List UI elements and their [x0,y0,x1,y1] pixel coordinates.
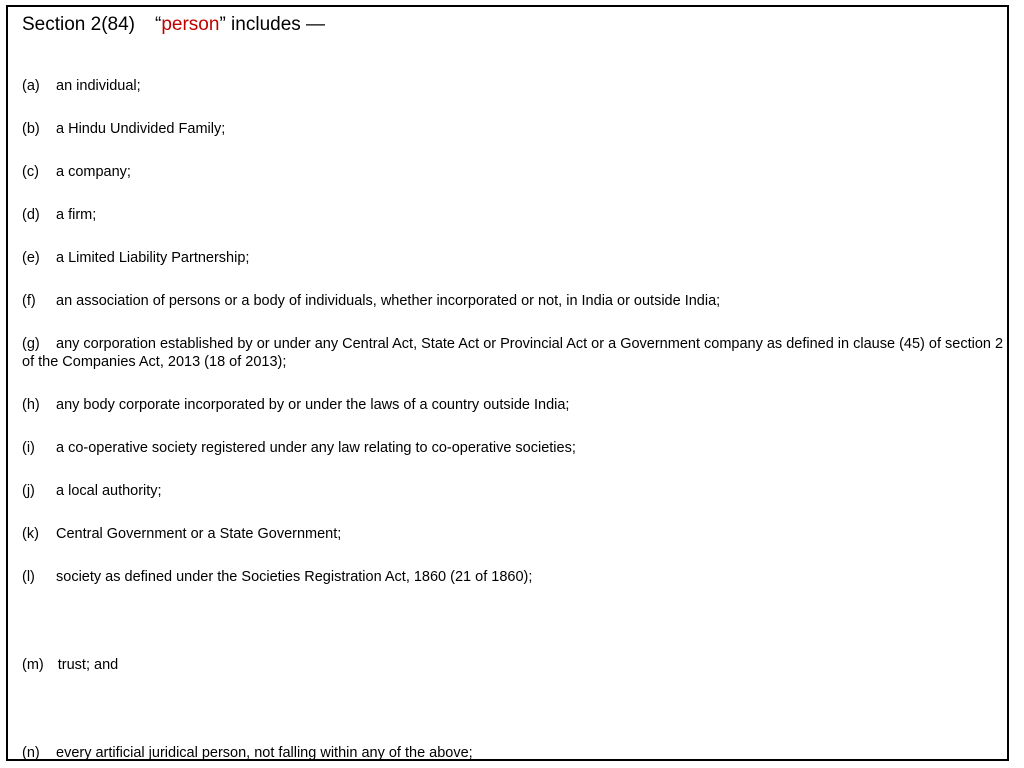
clause-text: a local authority; [56,483,162,499]
clause-text: trust; and [57,657,119,673]
clause-text: an association of persons or a body of individuals, whether incorporated or not, in India or outside India; [56,293,721,309]
clause-label: (d) [22,207,40,223]
open-quote: “ [155,14,162,35]
clause-text: any body corporate incorporated by or under the laws of a country outside India; [56,397,570,413]
clause-text: any corporation established by or under any Central Act, State Act or Provincial Act or a Government company as defined in clause (45) of section 2 of the Companies Act, 2013 (18 of 2013); [22,336,1004,370]
clause-l [22,568,1007,586]
clause-g [22,335,1007,371]
close-quote: ” [219,14,226,35]
clause-text: a firm; [56,207,97,223]
clause-text: a company; [56,164,131,180]
clause-c [22,163,1007,181]
clause-label: (g) [22,336,40,352]
section-number: Section 2(84) [22,14,136,35]
defined-term: person [161,14,220,35]
clause-text: a co-operative society registered under any law relating to co-operative societies; [56,440,576,456]
heading-rest: includes — [225,14,326,35]
clause-label: (i) [22,440,35,456]
clause-label: (f) [22,293,36,309]
clause-text: an individual; [56,78,141,94]
clause-text: every artificial juridical person, not falling within any of the above; [56,745,473,761]
clause-k [22,525,1007,543]
section-heading [22,12,325,38]
clause-b [22,120,1007,138]
clause-text: society as defined under the Societies Registration Act, 1860 (21 of 1860); [56,569,533,585]
slide-border [6,5,1009,761]
clause-h [22,396,1007,414]
clause-f [22,292,1007,310]
clause-d [22,206,1007,224]
clause-i [22,439,1007,457]
clause-label: (l) [22,569,35,585]
clause-a [22,77,1007,95]
clause-label: (b) [22,121,40,137]
clause-m [22,656,1007,674]
clause-label: (j) [22,483,35,499]
clause-text: a Hindu Undivided Family; [56,121,226,137]
clause-label: (k) [22,526,39,542]
clause-n [22,744,1007,762]
clause-label: (m) [22,657,44,673]
clause-e [22,249,1007,267]
clause-label: (c) [22,164,39,180]
clause-text: Central Government or a State Government; [56,526,342,542]
clause-label: (h) [22,397,40,413]
clause-label: (e) [22,250,40,266]
clause-label: (n) [22,745,40,761]
clause-j [22,482,1007,500]
clause-label: (a) [22,78,40,94]
clause-text: a Limited Liability Partnership; [56,250,250,266]
